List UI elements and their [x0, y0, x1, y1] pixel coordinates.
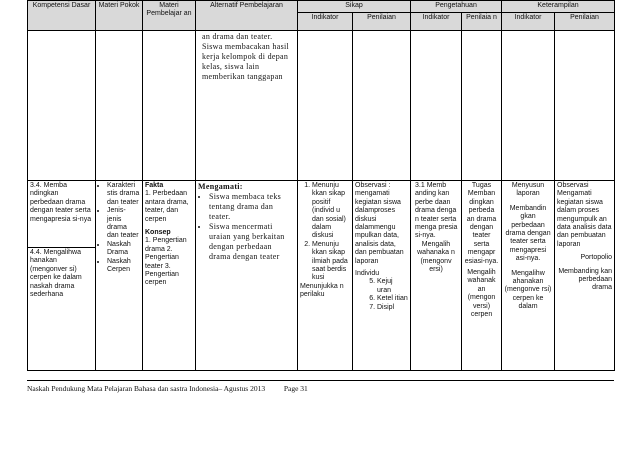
header-keterampilan: Keterampilan [502, 1, 615, 13]
kd-4-4: 4.4. Mengalihwa hanakan (mengonver si) cerpen ke dalam naskah drama sederhana [28, 247, 95, 300]
kd-3-4: 3.4. Memba ndingkan perbedaan drama dengan teater serta mengapresia si-nya [30, 182, 92, 223]
list-item: 2. Menunju kkan sikap ilmiah pada saat berdis kusi [312, 241, 350, 283]
ket-indikator-b: Membandin gkan perbedaan drama dengan teater serta mengapresi asi-nya. [505, 204, 551, 263]
subheader-penilaian-sikap: Penilaian [353, 13, 411, 31]
sikap-indikator-tail: Menunjukka n perilaku [300, 282, 344, 299]
fakta-items: 1. Perbedaan antara drama, teater, dan cerpen [145, 190, 189, 223]
list-item: • Siswa membaca teks tentang drama dan teater. [209, 192, 295, 222]
header-alternatif: Alternatif Pembelajaran [196, 1, 298, 31]
page-number: Page 31 [283, 384, 308, 393]
ket-penilaian-b: Portopolio [580, 254, 613, 262]
peng-indikator-a: 3.1 Memb anding kan perbe daan drama denga n teater serta menga presia si-nya. [415, 182, 458, 240]
subheader-indikator-keterampilan: Indikator [502, 13, 555, 31]
peng-penilaian-b: Mengalih wahanak an (mengon versi) cerpen [467, 269, 496, 319]
peng-indikator-b: Mengalih wahanaka n (mengonv ersi) [417, 240, 455, 274]
ket-penilaian-a: Observasi Mengamati kegiatan siswa dalam proses mengumpulk an data analisis data dan pembuatan laporan [557, 182, 612, 248]
fakta-label: Fakta [145, 182, 164, 189]
header-pengetahuan: Pengetahuan [411, 1, 502, 13]
kompetensi-cell [28, 181, 96, 371]
header-materi-pokok: Materi Pokok [96, 1, 143, 31]
list-item: 6. Ketel itian [377, 295, 408, 303]
alternatif-continuation: an drama dan teater. Siswa membacakan hasil kerja kelompok di depan kelas, siswa lain memberikan tanggapan [196, 31, 298, 181]
list-item: • Naskah Cerpen [107, 258, 140, 275]
list-item: 7. Disipl [377, 304, 408, 312]
konsep-items: 1. Pengertian drama 2. Pengertian teater 3. Pengertian cerpen [145, 237, 187, 287]
list-item: • Jenis-jenis drama dan teater [107, 207, 140, 241]
list-item: • Siswa mencermati uraian yang berkaitan dengan perbedaan drama dengan teater [209, 222, 295, 262]
curriculum-table [27, 0, 615, 371]
table-row [28, 31, 615, 181]
list-item: • Naskah Drama [107, 241, 140, 258]
konsep-label: Konsep [145, 229, 171, 237]
footer-rule [27, 380, 614, 381]
table-row [28, 181, 615, 371]
individu-label: Individu [355, 270, 380, 278]
subheader-indikator-sikap: Indikator [298, 13, 353, 31]
page-footer [27, 384, 308, 393]
header-materi-pembelajaran: Materi Pembelajar an [143, 1, 196, 31]
sikap-penilaian-cell [353, 181, 411, 371]
mengamati-cell [196, 181, 298, 371]
materi-pembelajaran-cell [143, 181, 196, 371]
mengamati-label: Mengamati: [198, 182, 243, 191]
peng-penilaian-a: Tugas Memban dingkan perbeda an drama dengan teater serta mengapr esiasi-nya. [464, 182, 499, 265]
subheader-penilaian-pengetahuan: Penilaia n [462, 13, 502, 31]
keterampilan-indikator-cell [502, 181, 555, 371]
pengetahuan-penilaian-cell [462, 181, 502, 371]
sikap-indikator-cell [298, 181, 353, 371]
subheader-indikator-pengetahuan: Indikator [411, 13, 462, 31]
header-kompetensi: Kompetensi Dasar [28, 1, 96, 31]
sikap-penilaian-text: Observasi : mengamati kegiatan siswa dalamproses diskusi dalammengu mpulkan data, analisis data, dan pembuatan laporan [355, 182, 404, 265]
materi-pokok-cell [96, 181, 143, 371]
list-item: • Karakteri stis drama dan teater [107, 182, 140, 207]
ket-penilaian-c: Membanding kan perbedaan drama [558, 267, 613, 292]
header-sikap: Sikap [298, 1, 411, 13]
pengetahuan-indikator-cell [411, 181, 462, 371]
header-row [28, 1, 615, 13]
footer-text: Naskah Pendukung Mata Pelajaran Bahasa dan sastra Indonesia– Agustus 2013 [27, 384, 266, 393]
list-item: 5. Kejuj uran [377, 278, 408, 295]
keterampilan-penilaian-cell [555, 181, 615, 371]
ket-indikator-c: Mengalihw ahanakan (mengonve rsi) cerpen ke dalam [504, 269, 552, 311]
list-item: 1. Menunju kkan sikap positif (individ u dan sosial) dalam diskusi [312, 182, 350, 241]
subheader-penilaian-keterampilan: Penilaian [555, 13, 615, 31]
ket-indikator-a: Menyusun laporan [511, 182, 545, 198]
